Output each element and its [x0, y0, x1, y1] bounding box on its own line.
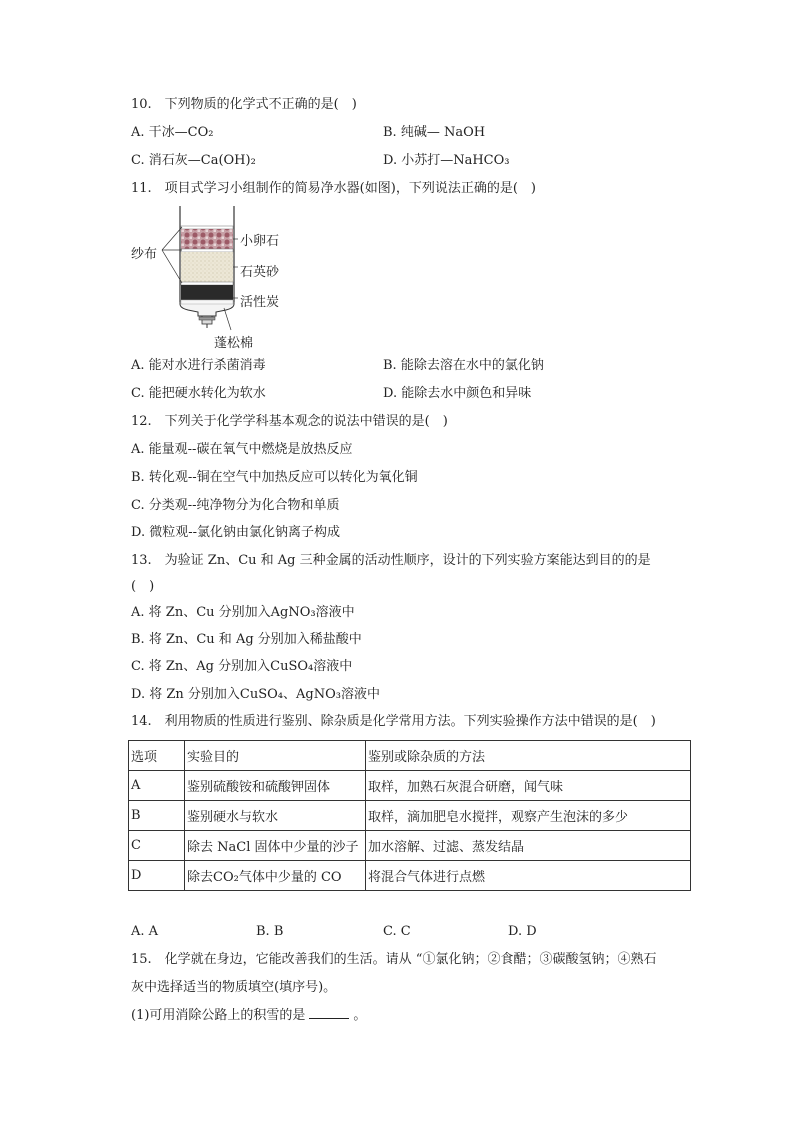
label-cotton: 蓬松棉: [214, 336, 254, 351]
table-header-cell: 鉴别或除杂质的方法: [366, 741, 691, 771]
q15-stem-continued: 灰中选择适当的物质填空(填序号)。: [131, 980, 337, 995]
label-carbon: 活性炭: [240, 295, 280, 310]
q10-stem: 10. 下列物质的化学式不正确的是( ): [131, 97, 357, 112]
quartz-sand-layer: [181, 252, 233, 282]
cotton-pointer: [224, 308, 231, 330]
table-cell: 鉴别硬水与软水: [185, 801, 366, 831]
table-row: [129, 771, 691, 801]
q12-option-b: B. 转化观--铜在空气中加热反应可以转化为氧化铜: [131, 470, 418, 485]
gauze-pointer-3: [162, 250, 182, 283]
q15-part1: [131, 1006, 366, 1025]
table-cell: C: [129, 831, 185, 861]
q13-option-d: D. 将 Zn 分别加入CuSO₄、AgNO₃溶液中: [131, 687, 380, 702]
q13-option-b: B. 将 Zn、Cu 和 Ag 分别加入稀盐酸中: [131, 632, 362, 647]
gauze-layer-3: [181, 282, 233, 285]
q13-stem: 13. 为验证 Zn、Cu 和 Ag 三种金属的活动性顺序，设计的下列实验方案能达到目的的是: [131, 553, 651, 568]
q12-option-d: D. 微粒观--氯化钠由氯化钠离子构成: [131, 525, 341, 540]
q11-option-a: A. 能对水进行杀菌消毒: [131, 358, 266, 373]
table-cell: 取样，加熟石灰混合研磨，闻气味: [366, 771, 691, 801]
q12-stem: 12. 下列关于化学学科基本观念的说法中错误的是( ): [131, 414, 448, 429]
table-cell: 加水溶解、过滤、蒸发结晶: [366, 831, 691, 861]
q14-option-c: C. C: [383, 924, 411, 939]
gauze-pointer-1: [162, 227, 182, 250]
table-cell: 将混合气体进行点燃: [366, 861, 691, 891]
q14-stem: 14. 利用物质的性质进行鉴别、除杂质是化学常用方法。下列实验操作方法中错误的是( ): [131, 714, 656, 729]
q10-option-b: B. 纯碱— NaOH: [383, 125, 486, 140]
q10-option-d: D. 小苏打—NaHCO₃: [383, 153, 510, 168]
q15-part1-prefix: (1)可用消除公路上的积雪的是: [131, 1008, 306, 1023]
table-cell: 鉴别硫酸铵和硫酸钾固体: [185, 771, 366, 801]
label-quartz: 石英砂: [240, 265, 280, 280]
q15-part1-suffix: 。: [353, 1008, 367, 1023]
table-cell: 取样，滴加肥皂水搅拌，观察产生泡沫的多少: [366, 801, 691, 831]
pebble-layer: [181, 229, 233, 249]
table-cell: 除去 NaCl 固体中少量的沙子: [185, 831, 366, 861]
cotton-layer: [181, 300, 233, 304]
gauze-layer-2: [181, 249, 233, 252]
label-gauze: 纱布: [131, 247, 158, 262]
table-header-cell: 选项: [129, 741, 185, 771]
table-row: [129, 801, 691, 831]
answer-blank[interactable]: [309, 1006, 349, 1019]
activated-carbon-layer: [181, 285, 233, 300]
table-row: [129, 831, 691, 861]
q15-stem: 15. 化学就在身边，它能改善我们的生活。请从 “①氯化钠；②食醋；③碳酸氢钠；④熟石: [131, 952, 657, 967]
q11-option-c: C. 能把硬水转化为软水: [131, 386, 266, 401]
q10-option-c: C. 消石灰—Ca(OH)₂: [131, 153, 256, 168]
q14-option-b: B. B: [256, 924, 284, 939]
q10-option-a: A. 干冰—CO₂: [131, 125, 214, 140]
table-cell: 除去CO₂气体中少量的 CO: [185, 861, 366, 891]
table-cell: A: [129, 771, 185, 801]
table-cell: D: [129, 861, 185, 891]
table-row: [129, 861, 691, 891]
q13-option-a: A. 将 Zn、Cu 分别加入AgNO₃溶液中: [131, 605, 355, 620]
q13-option-c: C. 将 Zn、Ag 分别加入CuSO₄溶液中: [131, 659, 353, 674]
label-pebble: 小卵石: [240, 234, 280, 249]
q14-option-d: D. D: [508, 924, 537, 939]
table-header-row: [129, 741, 691, 771]
q11-stem: 11. 项目式学习小组制作的简易净水器(如图)，下列说法正确的是( ): [131, 181, 536, 196]
q13-stem-continued: ( ): [131, 579, 155, 594]
q12-option-c: C. 分类观--纯净物分为化合物和单质: [131, 498, 340, 513]
q14-table: [128, 740, 691, 891]
gauze-layer-top: [181, 226, 233, 229]
q11-option-d: D. 能除去水中颜色和异味: [383, 386, 532, 401]
q12-option-a: A. 能量观--碳在氧气中燃烧是放热反应: [131, 442, 353, 457]
table-cell: B: [129, 801, 185, 831]
table-header-cell: 实验目的: [185, 741, 366, 771]
q11-option-b: B. 能除去溶在水中的氯化钠: [383, 358, 544, 373]
q14-option-a: A. A: [131, 924, 159, 939]
